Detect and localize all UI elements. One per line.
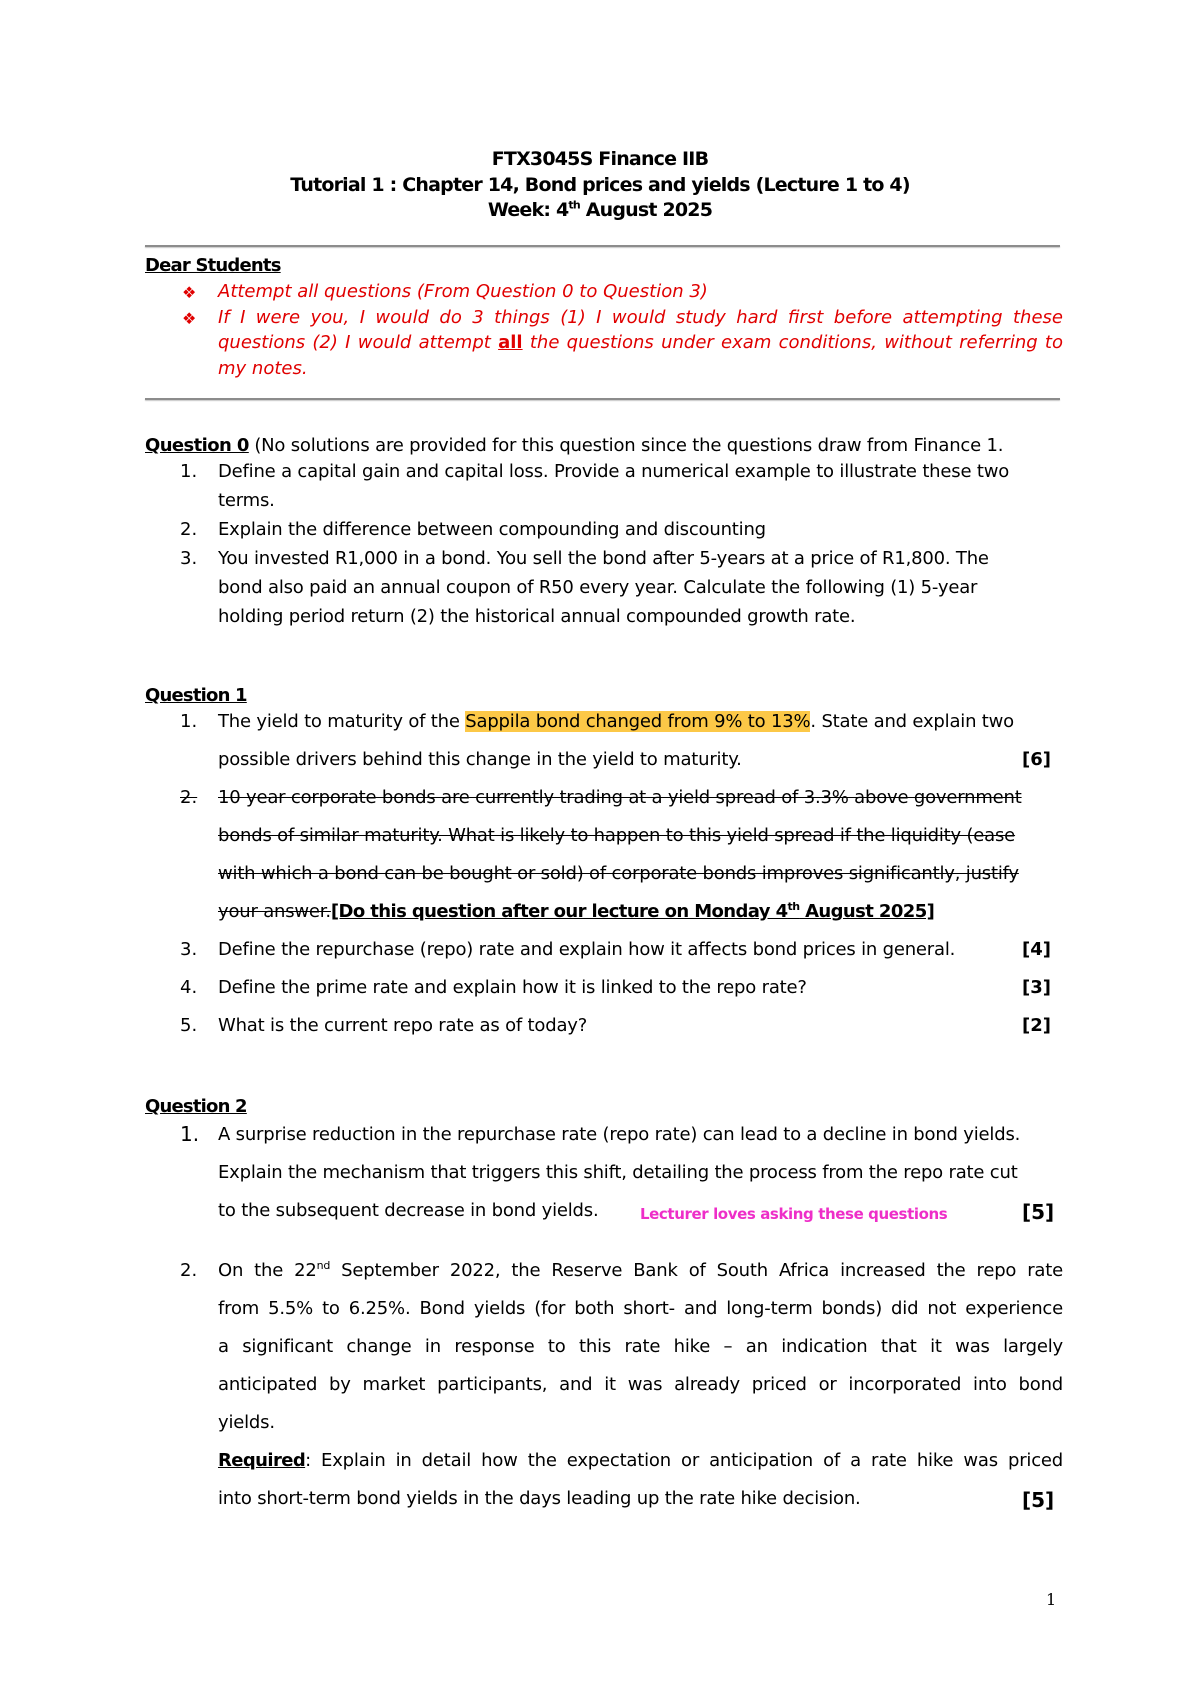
marks-badge: [3] [1022, 977, 1051, 998]
divider-bottom [145, 398, 1060, 400]
question-2-heading: Question 2 [145, 1096, 247, 1117]
q0-item-1-line-1: Define a capital gain and capital loss. Provide a numerical example to illustrate these two [218, 461, 1010, 482]
marks-badge: [2] [1022, 1015, 1051, 1036]
required-label: Required [218, 1450, 306, 1471]
question-1-heading: Question 1 [145, 685, 247, 706]
q0-item-3-line-2: bond also paid an annual coupon of R50 every year. Calculate the following (1) 5-year [218, 577, 978, 598]
q0-item-3-line-3: holding period return (2) the historical annual compounded growth rate. [218, 606, 856, 627]
q1-item-4: Define the prime rate and explain how it is linked to the repo rate? [218, 977, 807, 998]
q2-item-2-line-4: anticipated by market participants, and it was already priced or incorporated into bond [218, 1374, 1063, 1395]
lecture-note: [Do this question after our lecture on Monday 4th August 2025] [330, 900, 935, 922]
notice-bullet-1: Attempt all questions (From Question 0 to Question 3) [218, 281, 708, 302]
notice-bullet-2-line-1: If I were you, I would do 3 things (1) I would study hard first before attempting these [218, 307, 1063, 328]
list-number: 3. [180, 939, 198, 960]
marks-badge: [4] [1022, 939, 1051, 960]
week-line: Week: 4th August 2025 [487, 198, 713, 221]
notice-heading: Dear Students [145, 255, 281, 276]
notice-bullet-2-line-3: my notes. [218, 358, 308, 379]
q1-item-1-line-2: possible drivers behind this change in the yield to maturity. [218, 749, 742, 770]
diamond-bullet-icon: ❖ [182, 283, 197, 302]
q1-item-1-line-1: The yield to maturity of the Sappila bond changed from 9% to 13%. State and explain two [218, 711, 1014, 732]
marks-badge: [6] [1022, 749, 1051, 770]
highlighted-text: Sappila bond changed from 9% to 13% [465, 711, 811, 732]
list-number: 1. [180, 1122, 200, 1146]
marks-badge: [5] [1022, 1488, 1055, 1512]
page-number: 1 [1046, 1590, 1057, 1609]
diamond-bullet-icon: ❖ [182, 309, 197, 328]
list-number: 2. [180, 1260, 198, 1281]
q2-item-1-line-2: Explain the mechanism that triggers this shift, detailing the process from the repo rate cut [218, 1162, 1018, 1183]
q2-item-2-line-2: from 5.5% to 6.25%. Bond yields (for both short- and long-term bonds) did not experience [218, 1298, 1063, 1319]
q2-item-1-line-1: A surprise reduction in the repurchase rate (repo rate) can lead to a decline in bond yields. [218, 1124, 1021, 1145]
q2-item-2-line-1: On the 22nd September 2022, the Reserve Bank of South Africa increased the repo rate [218, 1259, 1063, 1281]
list-number: 3. [180, 548, 198, 569]
list-number: 4. [180, 977, 198, 998]
marks-badge: [5] [1022, 1200, 1055, 1224]
course-title: FTX3045S Finance IIB [491, 148, 709, 170]
q2-item-2-line-7: into short-term bond yields in the days leading up the rate hike decision. [218, 1488, 861, 1509]
q0-item-1-line-2: terms. [218, 490, 275, 511]
list-number: 2. [180, 519, 198, 540]
list-number: 1. [180, 461, 198, 482]
q2-item-1-line-3: to the subsequent decrease in bond yields. [218, 1200, 599, 1221]
q1-item-2-line-2: bonds of similar maturity. What is likely to happen to this yield spread if the liquidity (ease [218, 825, 1016, 846]
divider-top [145, 245, 1060, 247]
tutorial-title: Tutorial 1 : Chapter 14, Bond prices and yields (Lecture 1 to 4) [290, 174, 910, 196]
q1-item-5: What is the current repo rate as of today? [218, 1015, 588, 1036]
q0-item-2-line-1: Explain the difference between compounding and discounting [218, 519, 766, 540]
q2-item-2-required: Required: Explain in detail how the expectation or anticipation of a rate hike was priced [218, 1450, 1063, 1471]
q1-item-2-line-3: with which a bond can be bought or sold) of corporate bonds improves significantly, justify [218, 863, 1019, 884]
q2-item-2-line-3: a significant change in response to this rate hike – an indication that it was largely [218, 1336, 1063, 1357]
question-0-title: Question 0 (No solutions are provided for this question since the questions draw from Finance 1. [145, 435, 1004, 456]
q2-item-2-line-5: yields. [218, 1412, 275, 1433]
notice-bullet-2-line-2: questions (2) I would attempt all the questions under exam conditions, without referring to [218, 332, 1063, 353]
q1-item-2-line-4: your answer.[Do this question after our lecture on Monday 4th August 2025] [218, 900, 935, 922]
list-number: 1. [180, 711, 198, 732]
lecturer-annotation: Lecturer loves asking these questions [640, 1205, 948, 1223]
list-number: 5. [180, 1015, 198, 1036]
q0-item-3-line-1: You invested R1,000 in a bond. You sell the bond after 5-years at a price of R1,800. The [218, 548, 989, 569]
q1-item-2-line-1: 10 year corporate bonds are currently trading at a yield spread of 3.3% above government [218, 787, 1022, 808]
q1-item-3: Define the repurchase (repo) rate and explain how it affects bond prices in general. [218, 939, 956, 960]
list-number: 2. [180, 787, 198, 808]
